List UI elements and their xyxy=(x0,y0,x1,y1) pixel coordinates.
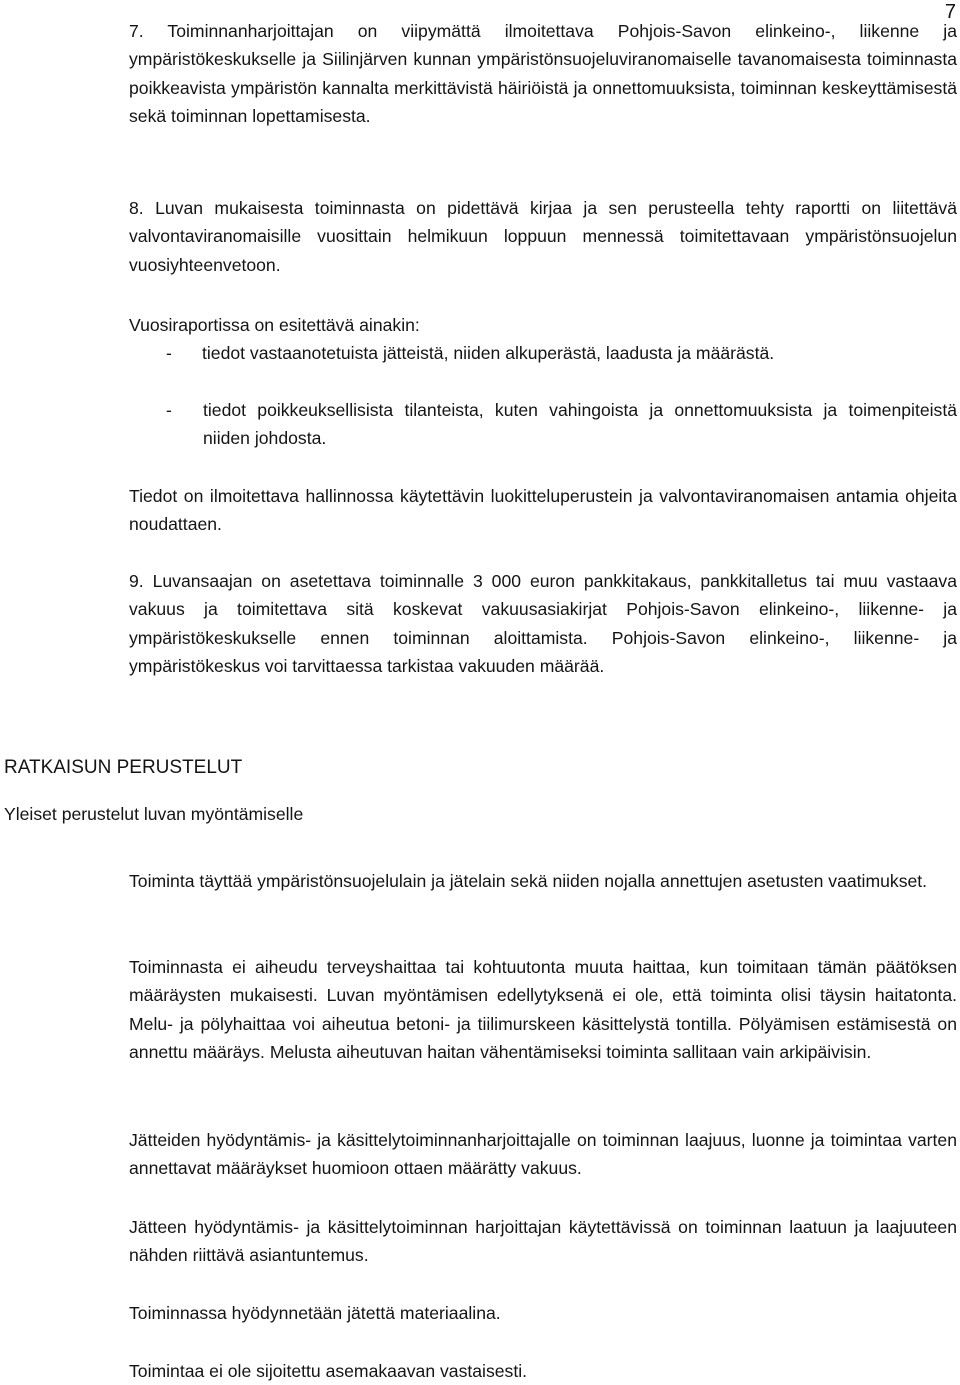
report-instructions: Tiedot on ilmoitettava hallinnossa käytettävin luokitteluperustein ja valvontaviranomaisen antamia ohjeita noudattaen. xyxy=(129,486,957,535)
annual-report-item-text: tiedot poikkeuksellisista tilanteista, kuten vahingoista ja onnettomuuksista ja toimenpiteistä niiden johdosta. xyxy=(203,400,957,449)
justification-paragraph: Toiminta täyttää ympäristönsuojelulain ja jätelain sekä niiden nojalla annettujen asetusten vaatimukset. xyxy=(129,871,928,891)
list-dash: - xyxy=(166,400,172,420)
section-subheading: Yleiset perustelut luvan myöntämiselle xyxy=(4,804,304,824)
justification-paragraph: Toimintaa ei ole sijoitettu asemakaavan vastaisesti. xyxy=(129,1361,528,1381)
list-dash: - xyxy=(166,343,172,363)
annual-report-intro: Vuosiraportissa on esitettävä ainakin: xyxy=(129,315,420,335)
annual-report-item-text: tiedot vastaanotetuista jätteistä, niiden alkuperästä, laadusta ja määrästä. xyxy=(202,343,775,363)
annual-report-item xyxy=(166,396,957,456)
justification-paragraph: Jätteen hyödyntämis- ja käsittelytoiminnan harjoittajan käytettävissä on toiminnan laatuun ja laajuuteen nähden riittävä asiantuntemus. xyxy=(129,1217,957,1266)
justification-paragraph: Toiminnasta ei aiheudu terveyshaittaa tai kohtuutonta muuta haittaa, kun toimitaan tämän päätöksen määräysten mukaisesti. Luvan myöntämisen edellytyksenä ei ole, että toiminta olisi täysin haitatonta. Melu- ja pölyhaittaa voi aiheutua betoni- ja tiilimurskeen käsittelystä tontilla. Pölyämisen estämisestä on annettu määräys. Melusta aiheutuvan haitan vähentämiseksi toiminta sallitaan vain arkipäivisin. xyxy=(129,957,957,1063)
annual-report-item xyxy=(166,339,957,369)
justification-paragraph: Jätteiden hyödyntämis- ja käsittelytoiminnanharjoittajalle on toiminnan laajuus, luonne ja toimintaa varten annettavat määräykset huomioon ottaen määrätty vakuus. xyxy=(129,1130,957,1179)
section-heading: RATKAISUN PERUSTELUT xyxy=(4,757,243,778)
condition-7: 7. Toiminnanharjoittajan on viipymättä ilmoitettava Pohjois-Savon elinkeino-, liikenne ja ympäristökeskukselle ja Siilinjärven kunnan ympäristönsuojeluviranomaiselle tavanomaisesta toiminnasta poikkeavista ympäristön kannalta merkittävistä häiriöistä ja onnettomuuksista, toiminnan keskeyttämisestä sekä toiminnan lopettamisesta. xyxy=(129,21,957,127)
page-number: 7 xyxy=(944,1,956,23)
justification-paragraph: Toiminnassa hyödynnetään jätettä materiaalina. xyxy=(129,1303,501,1323)
condition-8: 8. Luvan mukaisesta toiminnasta on pidettävä kirjaa ja sen perusteella tehty raportti on liitettävä valvontaviranomaisille vuosittain helmikuun loppuun mennessä toimitettavaan ympäristönsuojelun vuosiyhteenvetoon. xyxy=(129,198,957,275)
condition-9: 9. Luvansaajan on asetettava toiminnalle 3 000 euron pankkitakaus, pankkitalletus tai muu vastaava vakuus ja toimitettava sitä koskevat vakuusasiakirjat Pohjois-Savon elinkeino-, liikenne- ja ympäristökeskukselle ennen toiminnan aloittamista. Pohjois-Savon elinkeino-, liikenne- ja ympäristökeskus voi tarvittaessa tarkistaa vakuuden määrää. xyxy=(129,571,957,677)
